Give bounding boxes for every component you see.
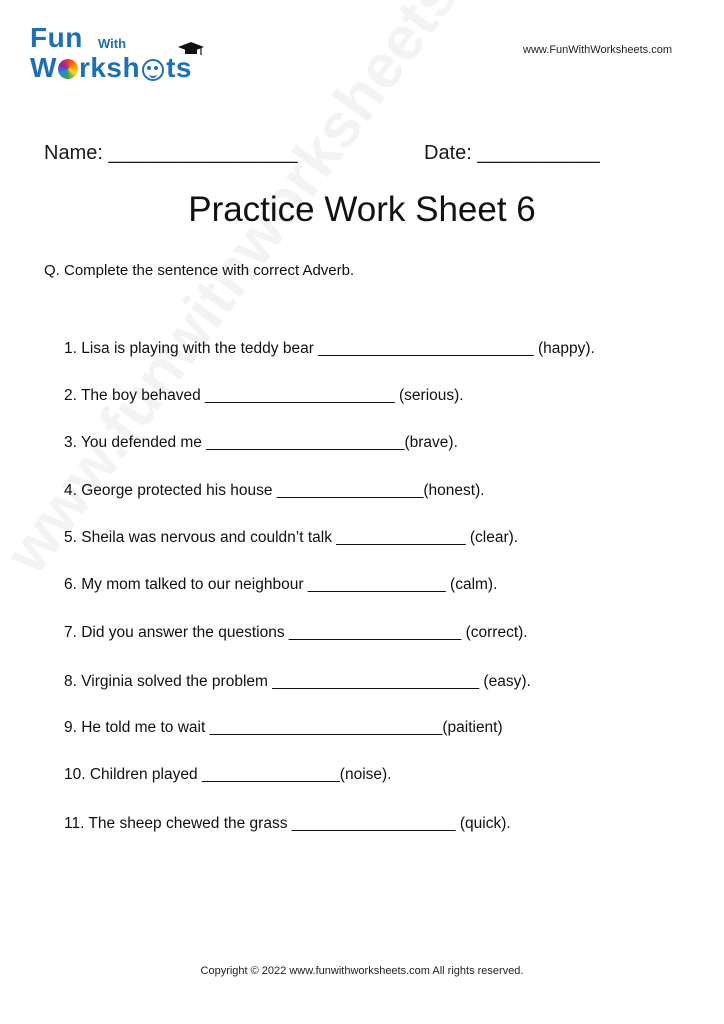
smiley-face-icon [142, 59, 164, 81]
logo-letter-w: W [30, 52, 57, 83]
exercise-item: 6. My mom talked to our neighbour ________________ (calm). [64, 576, 498, 593]
exercise-item: 3. You defended me _______________________(brave). [64, 434, 458, 451]
logo-letters-rksh: rksh [78, 52, 141, 83]
page-title: Practice Work Sheet 6 [188, 190, 536, 229]
question-text: Q. Complete the sentence with correct Adverb. [44, 262, 355, 279]
exercise-item: 2. The boy behaved ______________________ (serious). [64, 387, 464, 404]
name-field: Name: _________________ [44, 142, 298, 164]
logo-fun-text: Fun [30, 22, 83, 53]
copyright-footer: Copyright © 2022 www.funwithworksheets.com All rights reserved. [200, 965, 524, 977]
exercise-item: 4. George protected his house _________________(honest). [64, 482, 485, 499]
exercise-item: 1. Lisa is playing with the teddy bear _________________________ (happy). [64, 340, 595, 357]
logo-worksheets-text [30, 52, 192, 84]
exercise-item: 9. He told me to wait ___________________________(paitient) [64, 719, 503, 736]
exercise-item: 5. Sheila was nervous and couldn’t talk _______________ (clear). [64, 529, 519, 546]
exercise-item: 11. The sheep chewed the grass ___________________ (quick). [64, 815, 511, 832]
site-url: www.FunWithWorksheets.com [523, 44, 672, 56]
exercise-item: 10. Children played ________________(noise). [64, 766, 392, 783]
exercise-item: 7. Did you answer the questions ____________________ (correct). [64, 624, 528, 641]
date-field: Date: ___________ [424, 142, 600, 164]
flower-icon [58, 59, 78, 79]
exercise-item: 8. Virginia solved the problem ________________________ (easy). [64, 673, 531, 690]
logo-letters-ts: ts [166, 52, 192, 83]
logo [30, 22, 230, 94]
logo-with-text: With [98, 36, 127, 51]
